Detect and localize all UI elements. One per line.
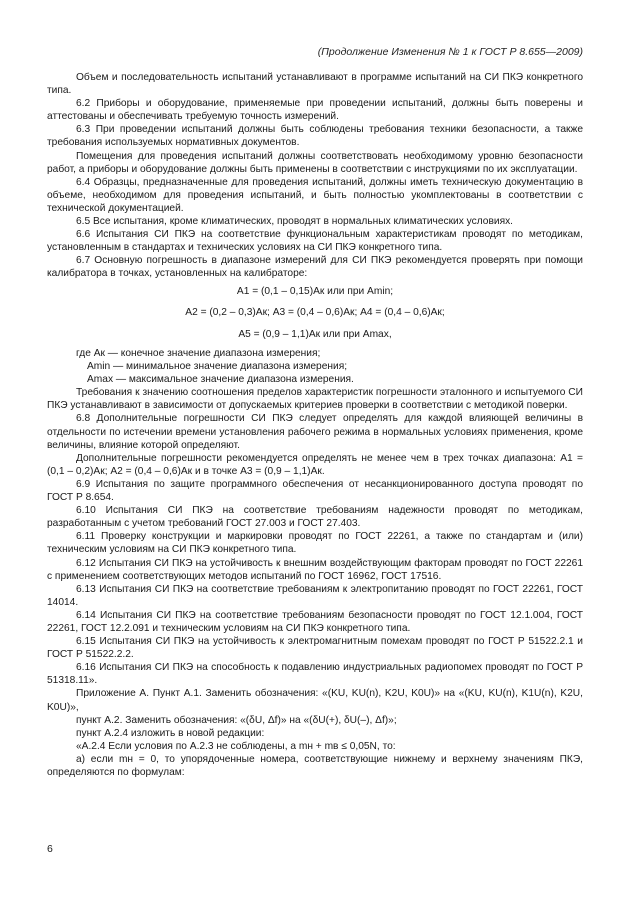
paragraph: пункт А.2. Заменить обозначения: «(δU, Δf)» на «(δU(+), δU(–), Δf)»; <box>76 714 397 726</box>
paragraph: 6.4 Образцы, предназначенные для проведения испытаний, должны иметь техническую документацию в объеме, необходимом для проведения испытаний, и быть полностью укомплектованы в соответствии с технической документацией. <box>47 176 583 214</box>
paragraph: 6.12 Испытания СИ ПКЭ на устойчивость к внешним воздействующим факторам проводят по ГОСТ 22261 с применением соответствующих методов испытаний по ГОСТ 16962, ГОСТ 17516. <box>47 557 583 582</box>
paragraph: Помещения для проведения испытаний должны соответствовать необходимому уровню безопасности работ, а приборы и оборудование должны быть применены в соответствии с инструкциями по их эксплуатации. <box>47 150 583 175</box>
paragraph: а) если mн = 0, то упорядоченные номера, соответствующие нижнему и верхнему значениям ПКЭ, определяются по формулам: <box>47 753 583 778</box>
paragraph: 6.6 Испытания СИ ПКЭ на соответствие функциональным характеристикам проводят по методикам, установленным в стандартах и технических условиях на СИ ПКЭ конкретного типа. <box>47 229 583 254</box>
paragraph: Требования к значению соотношения пределов характеристик погрешности эталонного и испытуемого СИ ПКЭ устанавливают в зависимости от допускаемых критериев проверки в соответствии с методикой поверки. <box>47 387 583 412</box>
paragraph: 6.7 Основную погрешность в диапазоне измерений для СИ ПКЭ рекомендуется проверять при помощи калибратора в точках, установленных на калибраторе: <box>47 255 583 280</box>
running-header: (Продолжение Изменения № 1 к ГОСТ Р 8.655—2009) <box>317 46 583 58</box>
definitions <box>47 347 583 386</box>
paragraph: 6.15 Испытания СИ ПКЭ на устойчивость к электромагнитным помехам проводят по ГОСТ Р 51522.2.1 и ГОСТ Р 51522.2.2. <box>47 636 583 661</box>
paragraph: Объем и последовательность испытаний устанавливают в программе испытаний на СИ ПКЭ конкретного типа. <box>47 72 583 97</box>
paragraph: 6.16 Испытания СИ ПКЭ на способность к подавлению индустриальных радиопомех проводят по ГОСТ Р 51318.11». <box>47 662 583 687</box>
paragraph: 6.14 Испытания СИ ПКЭ на соответствие требованиям безопасности проводят по ГОСТ 12.1.004, ГОСТ 22261, ГОСТ 12.2.091 и техническим условиям на СИ ПКЭ конкретного типа. <box>47 609 583 634</box>
paragraph: 6.3 При проведении испытаний должны быть соблюдены требования техники безопасности, а также требования используемых нормативных документов. <box>47 124 583 149</box>
definition-amin: Amin — минимальное значение диапазона измерения; <box>87 361 348 373</box>
page-number: 6 <box>47 843 53 855</box>
paragraph: 6.10 Испытания СИ ПКЭ на соответствие требованиям надежности проводят по методикам, разработанным с учетом требований ГОСТ 27.003 и ГОСТ 27.403. <box>47 505 583 530</box>
paragraph: 6.13 Испытания СИ ПКЭ на соответствие требованиям к электропитанию проводят по ГОСТ 22261, ГОСТ 14014. <box>47 583 583 608</box>
paragraph: 6.8 Дополнительные погрешности СИ ПКЭ следует определять для каждой влияющей величины в отдельности по истечении времени установления рабочего режима в нормальных условиях применения, кроме величины, влияние которой определяют. <box>47 413 583 451</box>
formula-a1: A1 = (0,1 – 0,15)Aк или при Amin; <box>236 285 394 297</box>
formula-a5: A5 = (0,9 – 1,1)Aк или при Amax, <box>238 328 392 340</box>
paragraph: 6.5 Все испытания, кроме климатических, проводят в нормальных климатических условиях. <box>76 216 514 228</box>
formula-a2-a4: A2 = (0,2 – 0,3)Aк; A3 = (0,4 – 0,6)Aк; A4 = (0,4 – 0,6)Aк; <box>185 307 445 318</box>
paragraph: 6.11 Проверку конструкции и маркировки проводят по ГОСТ 22261, а также по стандартам и (или) техническим условиям на СИ ПКЭ конкретного типа. <box>47 531 583 556</box>
paragraph: 6.9 Испытания по защите программного обеспечения от несанкционированного доступа проводят по ГОСТ Р 8.654. <box>47 478 583 504</box>
paragraph: 6.2 Приборы и оборудование, применяемые при проведении испытаний, должны быть поверены и аттестованы и обеспечивать требуемую точность измерений. <box>47 98 583 123</box>
paragraph: пункт А.2.4 изложить в новой редакции: <box>76 727 265 739</box>
paragraph: Приложение А. Пункт А.1. Заменить обозначения: «(KU, KU(n), K2U, K0U)» на «(KU, KU(n), K1U(n), K2U, K0U)», <box>47 688 583 713</box>
paragraph: «А.2.4 Если условия по А.2.3 не соблюдены, а mн + mв ≤ 0,05N, то: <box>76 740 396 752</box>
definition-ak: где Aк — конечное значение диапазона измерения; <box>76 348 321 359</box>
definition-amax: Amax — максимальное значение диапазона измерения. <box>87 374 354 386</box>
paragraph: Дополнительные погрешности рекомендуется определять не менее чем в трех точках диапазона: A1 = (0,1 – 0,2)Aк; A2 = (0,4 – 0,6)Aк и в точке A3 = (0,9 – 1,1)Aк. <box>47 452 583 477</box>
document-body <box>47 71 583 779</box>
